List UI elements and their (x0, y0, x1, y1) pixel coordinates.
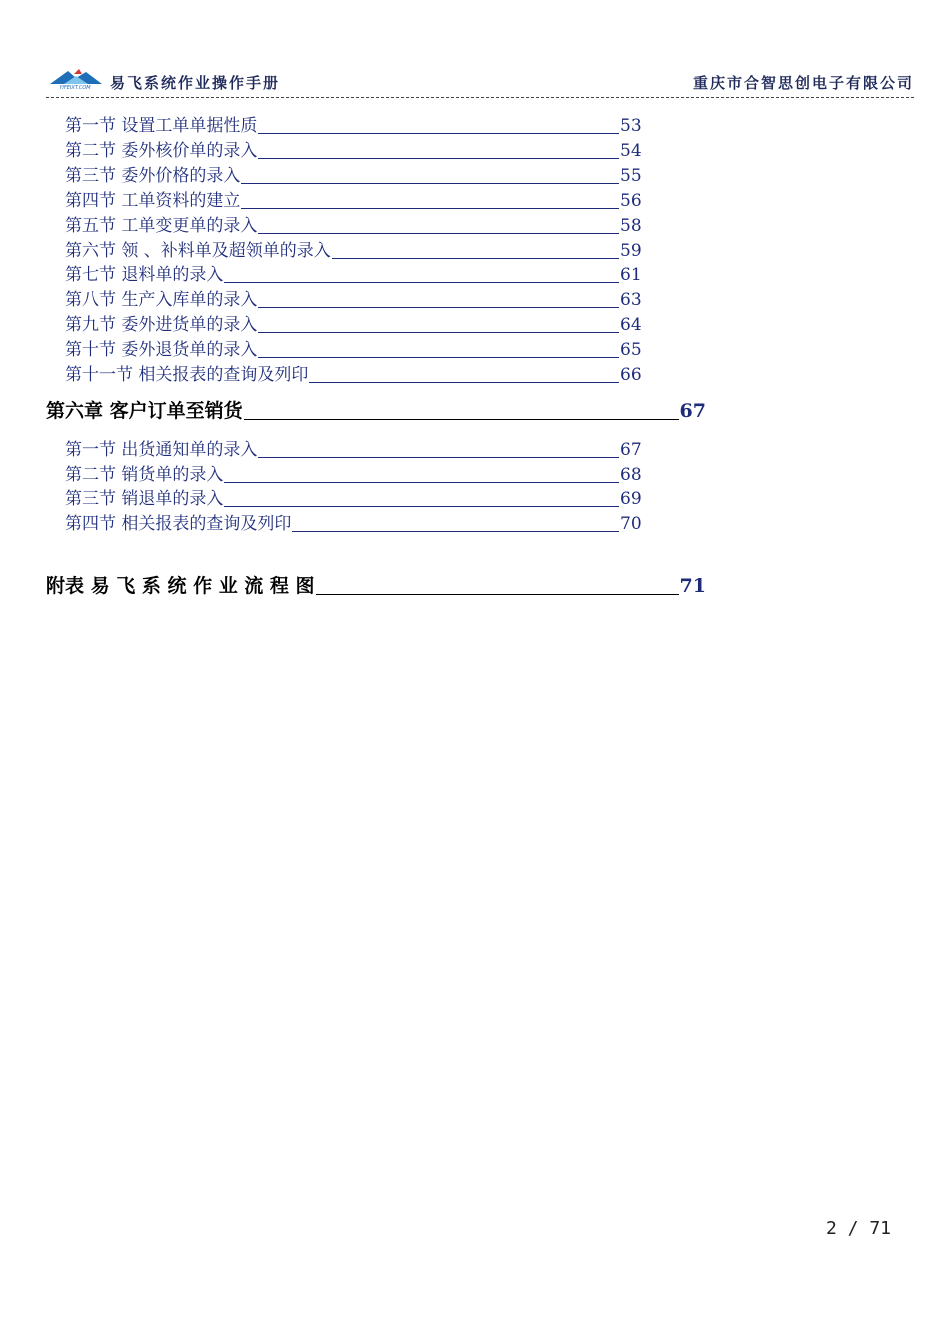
toc-entry-page: 53 (620, 116, 642, 136)
toc-entry-page: 61 (620, 265, 642, 285)
toc-appendix-label: 附表 易 飞 系 统 作 业 流 程 图 (46, 575, 315, 597)
toc-entry-label: 第十节 委外退货单的录入 (65, 340, 258, 360)
logo-text: YIFEIXT.COM (59, 85, 91, 90)
toc-chapter-label: 第六章 客户订单至销货 (46, 400, 243, 422)
toc-entry-label: 第二节 销货单的录入 (65, 465, 224, 485)
toc-entry[interactable] (65, 335, 640, 359)
toc-leader (258, 332, 619, 333)
toc-leader (258, 357, 619, 358)
toc-entry[interactable] (65, 460, 640, 484)
toc-entry-label: 第一节 设置工单单据性质 (65, 116, 258, 136)
toc-entry-label: 第七节 退料单的录入 (65, 265, 224, 285)
company-name: 重庆市合智思创电子有限公司 (692, 74, 914, 92)
toc-leader (258, 307, 619, 308)
toc-leader (258, 457, 619, 458)
toc-entry-label: 第九节 委外进货单的录入 (65, 315, 258, 335)
company-logo-icon (46, 68, 104, 90)
toc-entry[interactable] (65, 136, 640, 160)
toc-entry[interactable] (65, 186, 640, 210)
toc-entry-page: 55 (620, 166, 642, 186)
toc-entry[interactable] (65, 260, 640, 284)
toc-entry-page: 65 (620, 340, 642, 360)
toc-entry-page: 63 (620, 290, 642, 310)
toc-entry-page: 70 (620, 514, 642, 534)
page-indicator: 2 / 71 (826, 1218, 892, 1239)
page-header (46, 66, 914, 98)
toc-leader (224, 482, 619, 483)
toc-leader (224, 282, 619, 283)
toc-entry[interactable] (65, 435, 640, 459)
toc-leader (244, 419, 679, 420)
toc-entry-label: 第四节 相关报表的查询及列印 (65, 514, 292, 534)
toc-entry-label: 第三节 销退单的录入 (65, 489, 224, 509)
toc-entry[interactable] (65, 310, 640, 334)
toc-entry-page: 58 (620, 216, 642, 236)
toc-chapter-page: 67 (679, 400, 706, 422)
toc-entry[interactable] (65, 285, 640, 309)
toc-leader (332, 258, 619, 259)
toc-entry-label: 第八节 生产入库单的录入 (65, 290, 258, 310)
toc-leader (309, 382, 619, 383)
toc-entry-label: 第四节 工单资料的建立 (65, 191, 241, 211)
toc-entry-page: 66 (620, 365, 642, 385)
toc-entry-label: 第十一节 相关报表的查询及列印 (65, 365, 309, 385)
toc-entry[interactable] (65, 161, 640, 185)
toc-entry-label: 第二节 委外核价单的录入 (65, 141, 258, 161)
toc-entry-label: 第三节 委外价格的录入 (65, 166, 241, 186)
toc-entry[interactable] (65, 236, 640, 260)
toc-leader (292, 531, 619, 532)
toc-entry[interactable] (65, 509, 640, 533)
toc-entry-page: 54 (620, 141, 642, 161)
toc-entry-label: 第五节 工单变更单的录入 (65, 216, 258, 236)
toc-entry-label: 第六节 领 、补料单及超领单的录入 (65, 241, 331, 261)
toc-appendix-page: 71 (679, 575, 706, 597)
toc-leader (241, 183, 619, 184)
toc-entry-page: 59 (620, 241, 642, 261)
toc-entry[interactable] (65, 360, 640, 384)
toc-leader (241, 208, 619, 209)
toc-entry[interactable] (65, 111, 640, 135)
header-divider (46, 97, 914, 98)
toc-leader (224, 506, 619, 507)
toc-entry[interactable] (65, 484, 640, 508)
toc-entry-label: 第一节 出货通知单的录入 (65, 440, 258, 460)
toc-entry-page: 68 (620, 465, 642, 485)
toc-entry-page: 67 (620, 440, 642, 460)
toc-leader (258, 158, 619, 159)
toc-leader (316, 594, 679, 595)
toc-appendix[interactable] (46, 571, 706, 599)
manual-title: 易飞系统作业操作手册 (110, 74, 281, 92)
toc-entry-page: 69 (620, 489, 642, 509)
toc-entry-page: 64 (620, 315, 642, 335)
toc-leader (258, 233, 619, 234)
toc-chapter[interactable] (46, 396, 706, 424)
toc-entry[interactable] (65, 211, 640, 235)
toc-leader (258, 133, 619, 134)
toc-entry-page: 56 (620, 191, 642, 211)
